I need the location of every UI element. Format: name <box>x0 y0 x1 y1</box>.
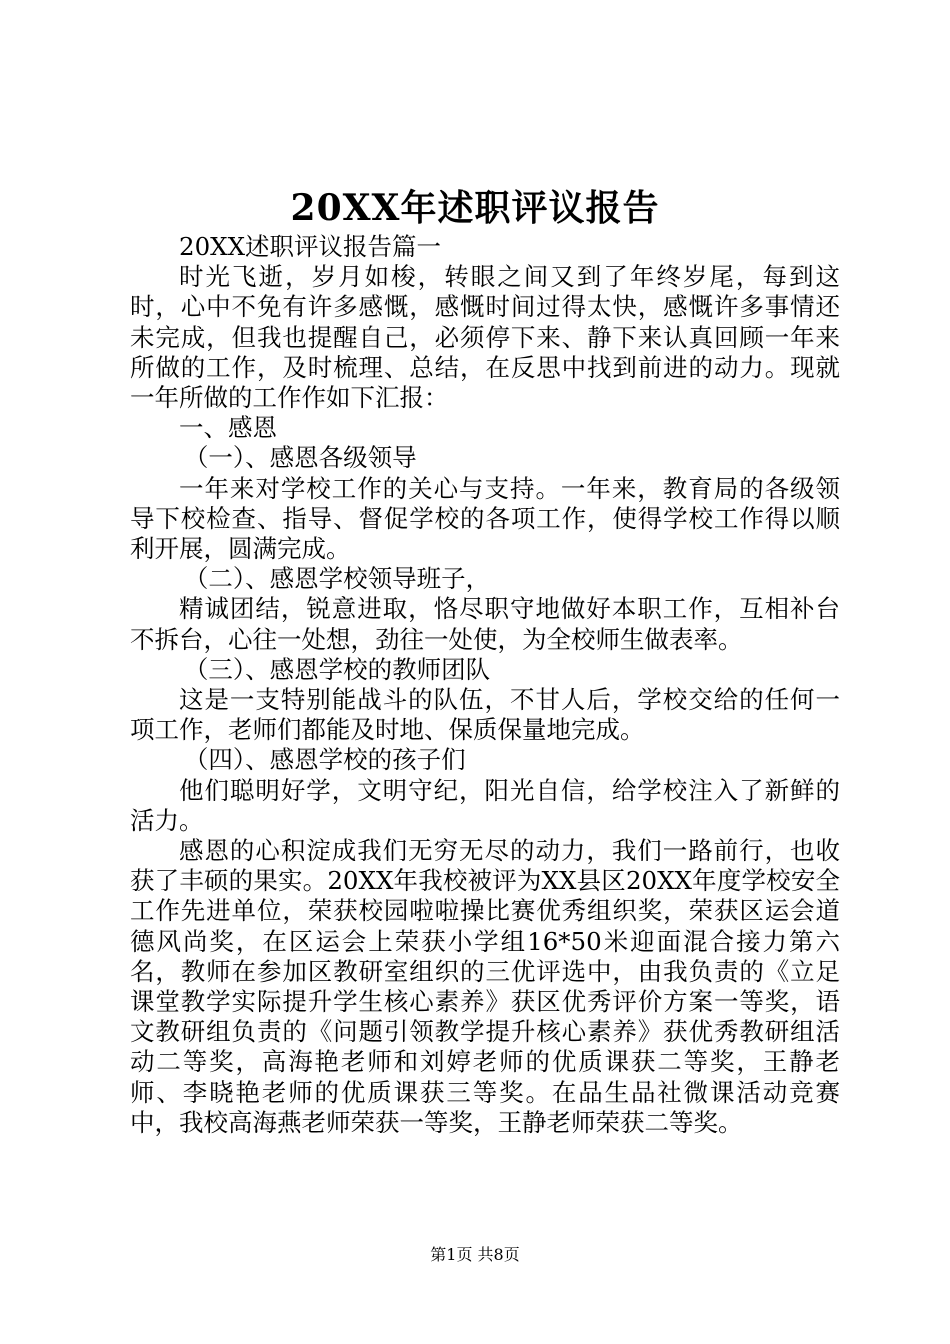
page-number-footer: 第1页 共8页 <box>430 1245 520 1264</box>
section-heading: 一、感恩 <box>179 413 277 443</box>
paragraph: 他们聪明好学，文明守纪，阳光自信，给学校注入了新鲜的活力。 <box>130 775 840 835</box>
paragraph: 一年来对学校工作的关心与支持。一年来，教育局的各级领导下校检查、指导、督促学校的各项工作，使得学校工作得以顺利开展，圆满完成。 <box>130 473 840 564</box>
paragraph: 这是一支特别能战斗的队伍，不甘人后，学校交给的任何一项工作，老师们都能及时地、保质保量地完成。 <box>130 685 840 745</box>
paragraph: 时光飞逝，岁月如梭，转眼之间又到了年终岁尾，每到这时，心中不免有许多感慨，感慨时间过得太快，感慨许多事情还未完成，但我也提醒自己，必须停下来、静下来认真回顾一年来所做的工作，及时梳理、总结，在反思中找到前进的动力。现就一年所做的工作作如下汇报： <box>130 262 840 413</box>
subsection-heading: （三）、感恩学校的教师团队 <box>183 654 491 684</box>
section-heading: 20XX述职评议报告篇一 <box>179 232 442 261</box>
subsection-heading: （四）、感恩学校的孩子们 <box>183 745 466 775</box>
document-title: 20XX年述职评议报告 <box>290 187 660 229</box>
paragraph: 精诚团结，锐意进取，恪尽职守地做好本职工作，互相补台不拆台，心往一处想，劲往一处使，为全校师生做表率。 <box>130 594 840 654</box>
document-body <box>130 232 840 1138</box>
paragraph: 感恩的心积淀成我们无穷无尽的动力，我们一路前行，也收获了丰硕的果实。20XX年我校被评为XX县区20XX年度学校安全工作先进单位，荣获校园啦啦操比赛优秀组织奖，荣获区运会道德风尚奖，在区运会上荣获小学组16*50米迎面混合接力第六名，教师在参加区教研室组织的三优评选中，由我负责的《立足课堂教学实际提升学生核心素养》获区优秀评价方案一等奖，语文教研组负责的《问题引领教学提升核心素养》获优秀教研组活动二等奖，高海艳老师和刘婷老师的优质课获二等奖，王静老师、李晓艳老师的优质课获三等奖。在品生品社微课活动竞赛中，我校高海燕老师荣获一等奖，王静老师荣获二等奖。 <box>130 836 840 1137</box>
subsection-heading: （二）、感恩学校领导班子， <box>183 564 491 594</box>
subsection-heading: （一）、感恩各级领导 <box>183 443 417 473</box>
